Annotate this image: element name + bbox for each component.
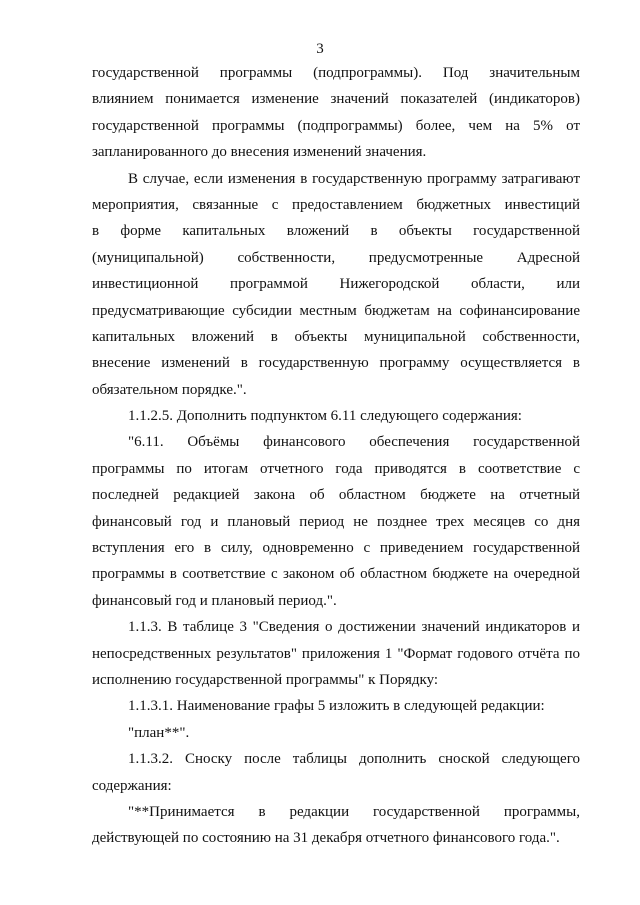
text-line: вступления его в силу, одновременно с приведением государственной: [92, 540, 580, 557]
text-line: программы по итогам отчетного года приводятся в соответствие с: [92, 460, 580, 477]
text-line: мероприятия, связанные с предоставлением бюджетных инвестиций: [92, 196, 580, 213]
text-line: программы в соответствие с законом об областном бюджете на очередной: [92, 566, 580, 583]
text-line: обязательном порядке.".: [92, 381, 247, 398]
text-line: инвестиционной программой Нижегородской области, или: [92, 276, 580, 293]
text-line: 1.1.3.2. Сноску после таблицы дополнить сноской следующего: [128, 751, 580, 768]
document-body: [92, 64, 580, 856]
text-line: (муниципальной) собственности, предусмотренные Адресной: [92, 249, 580, 266]
text-line: последней редакцией закона об областном бюджете на отчетный: [92, 487, 580, 504]
page-number: 3: [316, 41, 324, 57]
text-line: финансовый год и плановый период не позднее трех месяцев со дня: [92, 513, 580, 530]
text-line: исполнению государственной программы" к Порядку:: [92, 671, 439, 688]
text-line: в форме капитальных вложений в объекты государственной: [92, 223, 580, 240]
text-line: предусматривающие субсидии местным бюджетам на софинансирование: [92, 302, 580, 319]
text-line: внесение изменений в государственную программу осуществляется в: [92, 355, 580, 372]
text-line: финансовый год и плановый период.".: [92, 592, 337, 609]
text-line: В случае, если изменения в государственную программу затрагивают: [128, 170, 580, 187]
text-line: запланированного до внесения изменений значения.: [92, 144, 427, 161]
text-line: капитальных вложений в объекты муниципальной собственности,: [92, 328, 580, 345]
text-line: "**Принимается в редакции государственной программы,: [128, 803, 580, 820]
text-line: непосредственных результатов" приложения 1 "Формат годового отчёта по: [92, 645, 580, 662]
text-line: влиянием понимается изменение значений показателей (индикаторов): [92, 91, 580, 108]
text-line: 1.1.3. В таблице 3 "Сведения о достижении значений индикаторов и: [128, 619, 580, 636]
text-line: "план**".: [128, 724, 190, 741]
text-line: действующей по состоянию на 31 декабря отчетного финансового года.".: [92, 830, 560, 847]
text-line: содержания:: [92, 777, 172, 794]
text-line: государственной программы (подпрограммы). Под значительным: [92, 65, 580, 81]
text-line: государственной программы (подпрограммы) более, чем на 5% от: [92, 117, 580, 134]
text-line: 1.1.3.1. Наименование графы 5 изложить в следующей редакции:: [128, 698, 545, 715]
text-line: "6.11. Объёмы финансового обеспечения государственной: [128, 434, 580, 451]
text-line: 1.1.2.5. Дополнить подпунктом 6.11 следующего содержания:: [128, 408, 522, 425]
